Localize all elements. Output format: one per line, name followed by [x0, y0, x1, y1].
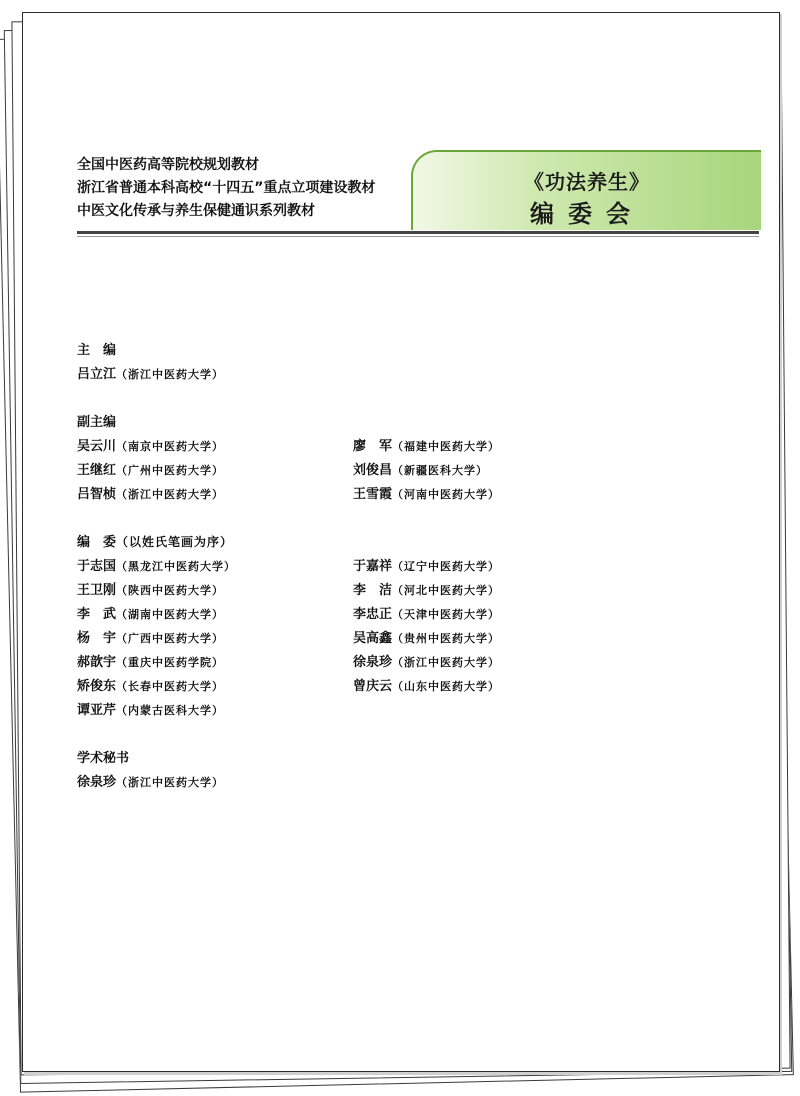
- committee-heading: 编委会: [530, 199, 644, 228]
- member-affiliation: （新疆医科大学）: [392, 464, 489, 477]
- member-entry: [353, 483, 500, 502]
- series-line: 中医文化传承与养生保健通识系列教材: [77, 203, 315, 219]
- member-affiliation: （南京中医药大学）: [116, 440, 225, 453]
- member-affiliation: （黑龙江中医药大学）: [116, 560, 237, 573]
- member-affiliation: （浙江中医药大学）: [116, 368, 225, 381]
- member-name: 杨 宇: [77, 631, 117, 646]
- member-name: 谭亚芹: [77, 703, 117, 718]
- member-entry: [77, 603, 224, 622]
- member-entry: [77, 459, 224, 478]
- member-entry: [77, 675, 224, 694]
- member-name: 王继红: [77, 463, 117, 478]
- member-affiliation: （湖南中医药大学）: [116, 608, 225, 621]
- document-page: [22, 12, 780, 1072]
- member-affiliation: （河北中医药大学）: [392, 584, 501, 597]
- header-rule: [77, 231, 759, 234]
- member-name: 矫俊东: [77, 679, 117, 694]
- member-affiliation: （浙江中医药大学）: [116, 776, 225, 789]
- deputy-editor-label: 副主编: [77, 415, 117, 430]
- member-entry: [353, 459, 488, 478]
- member-entry: [353, 435, 500, 454]
- member-entry: [77, 627, 224, 646]
- member-name: 曾庆云: [353, 679, 393, 694]
- editors-order-note: （以姓氏笔画为序）: [116, 535, 234, 549]
- member-affiliation: （重庆中医药学院）: [116, 656, 225, 669]
- member-entry: [353, 579, 500, 598]
- member-name: 王雪霞: [353, 487, 393, 502]
- book-title: 《功法养生》: [524, 170, 650, 194]
- member-entry: [77, 579, 224, 598]
- member-entry: [77, 699, 224, 718]
- editors-label: [77, 531, 233, 550]
- member-affiliation: （陕西中医药大学）: [116, 584, 225, 597]
- member-entry: [77, 771, 224, 790]
- chief-editor-label: 主 编: [77, 343, 117, 358]
- member-affiliation: （浙江中医药大学）: [116, 488, 225, 501]
- member-entry: [353, 555, 500, 574]
- member-entry: [353, 627, 500, 646]
- member-affiliation: （福建中医药大学）: [392, 440, 501, 453]
- member-name: 李 洁: [353, 583, 393, 598]
- member-affiliation: （河南中医药大学）: [392, 488, 501, 501]
- member-entry: [353, 651, 500, 670]
- member-name: 刘俊昌: [353, 463, 393, 478]
- title-banner: [411, 150, 761, 230]
- member-affiliation: （长春中医药大学）: [116, 680, 225, 693]
- member-name: 于志国: [77, 559, 117, 574]
- member-affiliation: （山东中医药大学）: [392, 680, 501, 693]
- member-name: 李忠正: [353, 607, 393, 622]
- member-name: 廖 军: [353, 439, 393, 454]
- member-entry: [353, 603, 500, 622]
- series-info: [77, 154, 375, 223]
- member-name: 李 武: [77, 607, 117, 622]
- member-name: 吕立江: [77, 367, 117, 382]
- member-affiliation: （天津中医药大学）: [392, 608, 501, 621]
- member-affiliation: （广州中医药大学）: [116, 464, 225, 477]
- member-entry: [77, 483, 224, 502]
- member-name: 吴高鑫: [353, 631, 393, 646]
- series-line: 全国中医药高等院校规划教材: [77, 157, 259, 173]
- member-name: 徐泉珍: [353, 655, 393, 670]
- member-affiliation: （浙江中医药大学）: [392, 656, 501, 669]
- member-name: 徐泉珍: [77, 775, 117, 790]
- secretary-label: 学术秘书: [77, 751, 130, 766]
- member-affiliation: （内蒙古医科大学）: [116, 704, 225, 717]
- member-entry: [77, 555, 236, 574]
- member-name: 于嘉祥: [353, 559, 393, 574]
- member-entry: [77, 363, 224, 382]
- editors-label-text: 编 委: [77, 535, 117, 550]
- member-affiliation: （贵州中医药大学）: [392, 632, 501, 645]
- member-name: 王卫刚: [77, 583, 117, 598]
- header-rule-thin: [77, 236, 759, 237]
- member-name: 吴云川: [77, 439, 117, 454]
- series-line: 浙江省普通本科高校“十四五”重点立项建设教材: [77, 180, 376, 196]
- member-name: 吕智桢: [77, 487, 117, 502]
- member-name: 郝歆宇: [77, 655, 117, 670]
- member-affiliation: （广西中医药大学）: [116, 632, 225, 645]
- member-entry: [353, 675, 500, 694]
- member-affiliation: （辽宁中医药大学）: [392, 560, 501, 573]
- member-entry: [77, 435, 224, 454]
- member-entry: [77, 651, 224, 670]
